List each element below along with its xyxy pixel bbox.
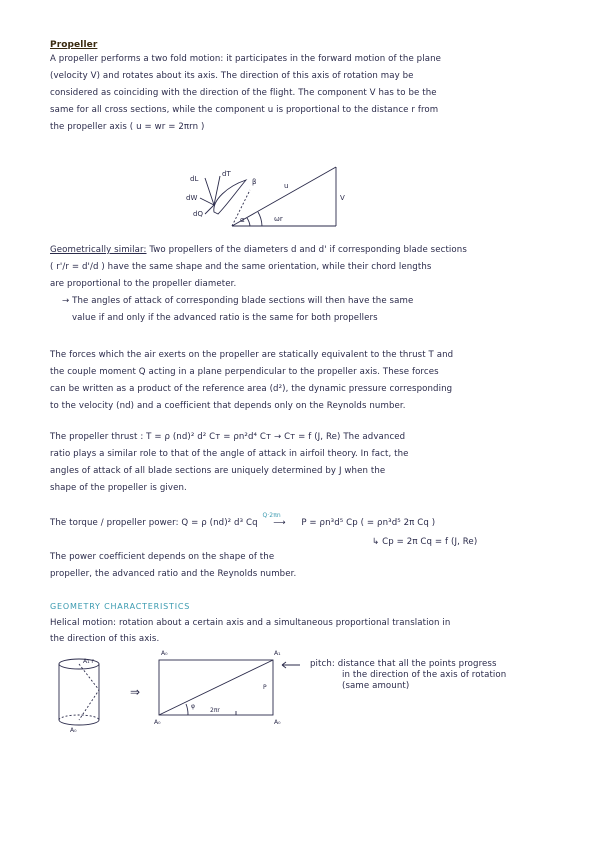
label-v: V [340, 194, 345, 202]
label-wr: ωr [274, 215, 283, 223]
label-a0-bottom-right: A₀ [274, 719, 281, 726]
label-dW: dW [186, 194, 198, 202]
text-line: considered as coinciding with the direction of the flight. The component V has to be the [50, 88, 437, 98]
power-equation: P = ρn³d⁵ Cp ( = ρn³d⁵ 2π Cq ) [301, 518, 436, 528]
label-u: u [284, 182, 289, 190]
text-line: propeller, the advanced ratio and the Reynolds number. [50, 569, 297, 579]
similar-title: Geometrically similar: [50, 245, 147, 255]
label-a1-r: A₁ r [83, 658, 94, 665]
label-a1: A₁ [274, 650, 281, 657]
text-line: can be written as a product of the reference area (d²), the dynamic pressure corresponding [50, 384, 453, 394]
label-dT: dT [222, 170, 231, 178]
text-line: the direction of this axis. [50, 634, 160, 644]
text-line: the propeller axis ( u = wr = 2πrn ) [50, 122, 205, 132]
label-a0-cylinder: A₀ [70, 727, 77, 734]
text-line: have the same shape and the same orientation, while their chord lengths [104, 262, 432, 272]
text-line: shape of the propeller is given. [50, 483, 187, 493]
text-line: The propeller thrust : T = ρ (nd)² d² Cᴛ = ρn²d⁴ Cᴛ → Cᴛ = f (J, Re) The advanced [50, 432, 406, 442]
label-alpha: α [240, 216, 245, 224]
text-line: to the velocity (nd) and a coefficient that depends only on the Reynolds number. [50, 401, 406, 411]
text-line: pitch: distance that all the points progress [310, 659, 497, 669]
label-dL: dL [190, 175, 199, 183]
arrow-label: Q·2πn [262, 512, 281, 519]
text-line: Helical motion: rotation about a certain axis and a simultaneous proportional translation in [50, 618, 451, 628]
section-title-propeller: Propeller [50, 40, 98, 50]
label-p: P [263, 684, 267, 691]
text-line: The power coefficient depends on the shape of the [50, 552, 275, 562]
ratio-fraction: ( r'/r = d'/d ) [50, 262, 105, 272]
text-line: (same amount) [342, 681, 410, 691]
text-line: same for all cross sections, while the component u is proportional to the distance r from [50, 105, 439, 115]
label-a0-top: A₀ [161, 650, 168, 657]
label-dQ: dQ [193, 210, 203, 218]
label-a0-bottom: A₀ [154, 719, 161, 726]
label-beta: β [252, 178, 257, 186]
text-line: The forces which the air exerts on the propeller are statically equivalent to the thrust T and [50, 350, 454, 360]
torque-equation: The torque / propeller power: Q = ρ (nd)² d³ Cq [50, 518, 258, 528]
text-line: Two propellers of the diameters d and d' if corresponding blade sections [146, 245, 467, 255]
bullet-line: value if and only if the advanced ratio is the same for both propellers [72, 313, 378, 323]
section-title-geometry: GEOMETRY CHARACTERISTICS [50, 602, 191, 611]
bullet-line: → The angles of attack of corresponding blade sections will then have the same [62, 296, 414, 306]
text-line: are proportional to the propeller diameter. [50, 279, 237, 289]
text-line: ratio plays a similar role to that of the angle of attack in airfoil theory. In fact, the [50, 449, 409, 459]
text-line: the couple moment Q acting in a plane perpendicular to the propeller axis. These forces [50, 367, 439, 377]
text-line: (velocity V) and rotates about its axis. The direction of this axis of rotation may be [50, 71, 414, 81]
power-coefficient: ↳ Cp = 2π Cq = f (J, Re) [372, 537, 478, 547]
text-line: angles of attack of all blade sections are uniquely determined by J when the [50, 466, 386, 476]
text-line: A propeller performs a two fold motion: it participates in the forward motion of the plane [50, 54, 442, 64]
long-arrow: ⟶ [273, 518, 286, 528]
text-line: in the direction of the axis of rotation [342, 670, 507, 680]
label-2pi-r: 2πr [210, 707, 220, 714]
arrow-implies: ⇒ [130, 685, 141, 699]
label-phi: φ [191, 703, 195, 710]
